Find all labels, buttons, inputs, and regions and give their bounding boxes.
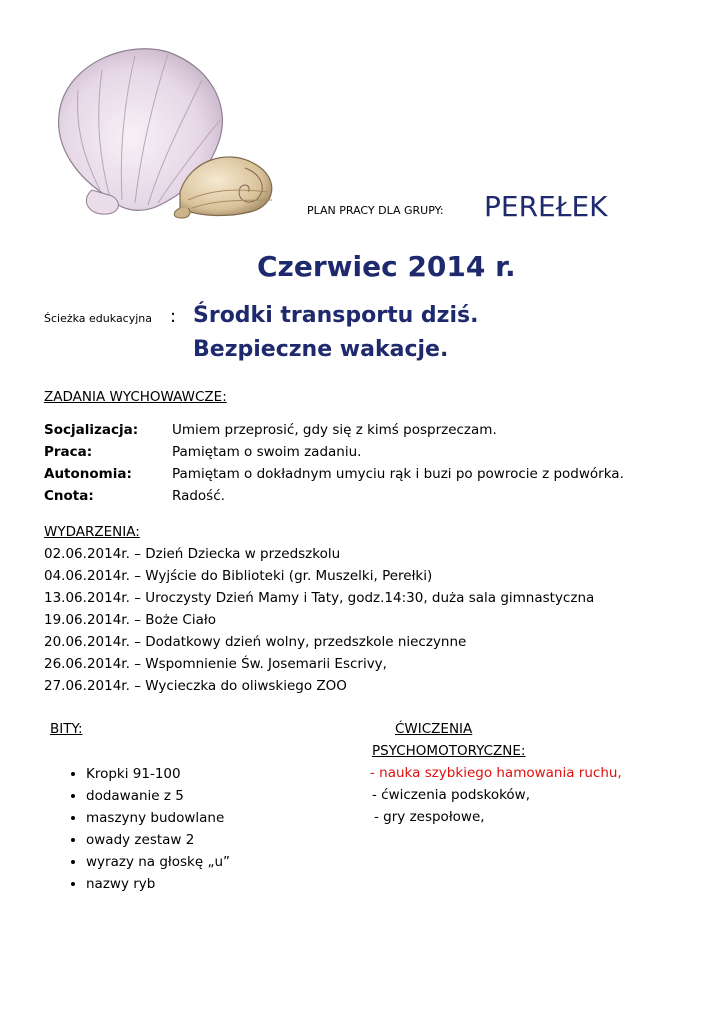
events-heading: WYDARZENIA:	[44, 524, 140, 540]
exercises-heading-2: PSYCHOMOTORYCZNE:	[372, 743, 526, 759]
list-item: • dodawanie z 5	[86, 785, 230, 807]
task-term: Praca:	[44, 444, 93, 460]
event-item: 26.06.2014r. – Wspomnienie Św. Josemarii Escrivy,	[44, 656, 387, 672]
task-desc: Pamiętam o dokładnym umyciu rąk i buzi po powrocie z podwórka.	[172, 466, 624, 482]
bits-heading: BITY:	[50, 721, 83, 737]
seashell-and-snail-shell-icon	[40, 40, 290, 230]
plan-label: PLAN PRACY DLA GRUPY:	[307, 204, 444, 217]
task-desc: Umiem przeprosić, gdy się z kimś posprzeczam.	[172, 422, 497, 438]
list-item: • Kropki 91-100	[86, 763, 230, 785]
event-item: 27.06.2014r. – Wycieczka do oliwskiego ZOO	[44, 678, 347, 694]
path-label: Ścieżka edukacyjna	[44, 312, 153, 325]
task-term: Socjalizacja:	[44, 422, 139, 438]
event-item: 04.06.2014r. – Wyjście do Biblioteki (gr. Muszelki, Perełki)	[44, 568, 433, 584]
event-item: 20.06.2014r. – Dodatkowy dzień wolny, przedszkole nieczynne	[44, 634, 467, 650]
path-colon: :	[170, 306, 177, 327]
exercise-item: - ćwiczenia podskoków,	[372, 787, 531, 803]
bits-list	[44, 763, 230, 895]
list-item: • maszyny budowlane	[86, 807, 230, 829]
exercise-item: - gry zespołowe,	[374, 809, 485, 825]
page-title: Czerwiec 2014 r.	[257, 250, 516, 283]
task-desc: Radość.	[172, 488, 225, 504]
group-name: PEREŁEK	[484, 190, 608, 223]
task-term: Autonomia:	[44, 466, 132, 482]
event-item: 02.06.2014r. – Dzień Dziecka w przedszkolu	[44, 546, 341, 562]
exercises-heading-1: ĆWICZENIA	[395, 721, 473, 737]
event-item: 13.06.2014r. – Uroczysty Dzień Mamy i Taty, godz.14:30, duża sala gimnastyczna	[44, 590, 595, 606]
list-item: • wyrazy na głoskę „u”	[86, 851, 230, 873]
path-line-1: Środki transportu dziś.	[193, 303, 479, 328]
tasks-heading: ZADANIA WYCHOWAWCZE:	[44, 389, 227, 405]
list-item: • nazwy ryb	[86, 873, 230, 895]
list-item: • owady zestaw 2	[86, 829, 230, 851]
path-line-2: Bezpieczne wakacje.	[193, 337, 449, 362]
task-desc: Pamiętam o swoim zadaniu.	[172, 444, 362, 460]
task-term: Cnota:	[44, 488, 94, 504]
exercise-item: - nauka szybkiego hamowania ruchu,	[370, 765, 622, 781]
event-item: 19.06.2014r. – Boże Ciało	[44, 612, 216, 628]
